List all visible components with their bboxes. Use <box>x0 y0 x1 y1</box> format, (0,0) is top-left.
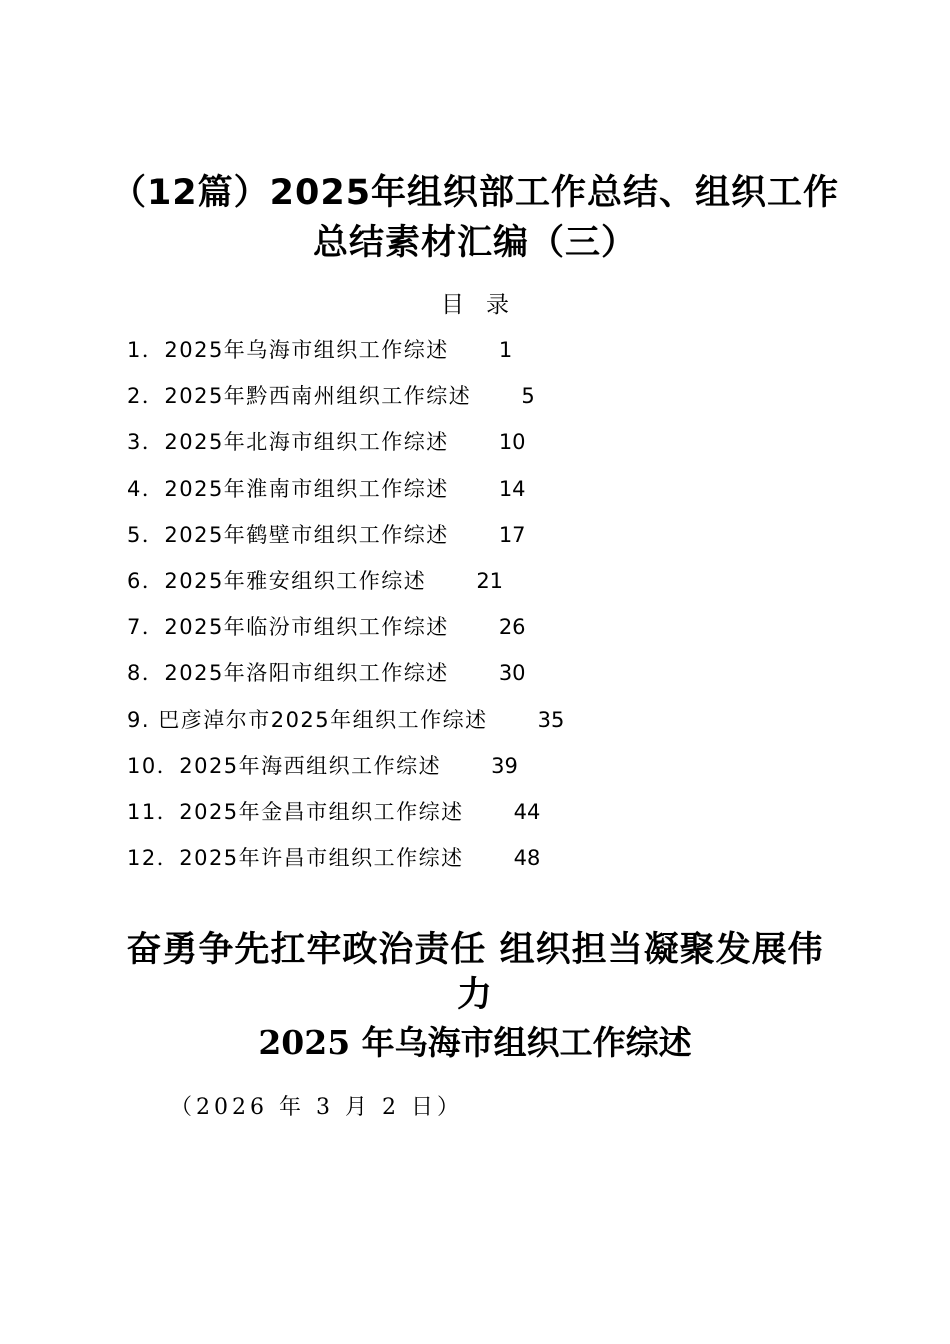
toc-item-text: 1．2025年乌海市组织工作综述 <box>127 338 449 362</box>
toc-item[interactable] <box>127 474 564 520</box>
toc-heading: 目录 <box>441 292 531 318</box>
toc-item-text: 7．2025年临汾市组织工作综述 <box>127 615 449 640</box>
toc-item[interactable] <box>127 843 564 889</box>
toc-item-text: 4．2025年淮南市组织工作综述 <box>127 476 449 501</box>
toc-item-text: 2．2025年黔西南州组织工作综述 <box>127 384 472 409</box>
toc-item[interactable] <box>127 520 564 566</box>
toc-item-text: 3．2025年北海市组织工作综述 <box>127 430 449 455</box>
toc-item-page: 39 <box>491 753 518 778</box>
toc-item-page: 17 <box>498 522 526 547</box>
toc-item-text: 6．2025年雅安组织工作综述 <box>127 568 427 593</box>
toc-item[interactable] <box>127 566 564 612</box>
toc-item-page: 44 <box>513 799 541 824</box>
toc-item[interactable] <box>127 335 564 381</box>
toc-item[interactable] <box>127 427 564 473</box>
section-subtitle: 2025 年乌海市组织工作综述 <box>258 1023 692 1062</box>
toc-item-page: 14 <box>498 476 526 501</box>
toc-item-text: 10．2025年海西组织工作综述 <box>127 753 442 778</box>
toc-item[interactable] <box>127 612 564 658</box>
section-title <box>90 928 860 1018</box>
toc-item-text: 5．2025年鹤壁市组织工作综述 <box>127 522 449 547</box>
document-title <box>90 168 860 268</box>
toc-item[interactable] <box>127 751 564 797</box>
document-title-line-2: 总结素材汇编（三） <box>312 223 637 263</box>
toc-item-text: 12．2025年许昌市组织工作综述 <box>127 846 464 871</box>
toc-item-text: 11．2025年金昌市组织工作综述 <box>127 799 464 824</box>
table-of-contents <box>127 335 564 889</box>
section-date: （2026 年 3 月 2 日） <box>170 1095 463 1120</box>
toc-item[interactable] <box>127 381 564 427</box>
toc-item[interactable] <box>127 705 564 751</box>
toc-item-page: 21 <box>476 568 504 593</box>
document-title-line-1: （12篇）2025年组织部工作总结、组织工作 <box>110 173 840 213</box>
toc-item-page: 30 <box>498 661 526 686</box>
toc-item-page: 35 <box>537 707 565 732</box>
toc-item[interactable] <box>127 658 564 704</box>
section-title-line-2: 力 <box>456 975 493 1015</box>
toc-item-page: 26 <box>498 615 526 640</box>
toc-item-text: 8．2025年洛阳市组织工作综述 <box>127 661 449 686</box>
toc-item-page: 48 <box>513 846 541 871</box>
toc-item[interactable] <box>127 797 564 843</box>
toc-item-page: 5 <box>521 384 535 409</box>
toc-item-text: 9. 巴彦淖尔市2025年组织工作综述 <box>127 707 488 732</box>
toc-item-page: 10 <box>498 430 526 455</box>
section-title-line-1: 奋勇争先扛牢政治责任 组织担当凝聚发展伟 <box>126 930 824 970</box>
toc-item-page: 1 <box>498 338 513 362</box>
